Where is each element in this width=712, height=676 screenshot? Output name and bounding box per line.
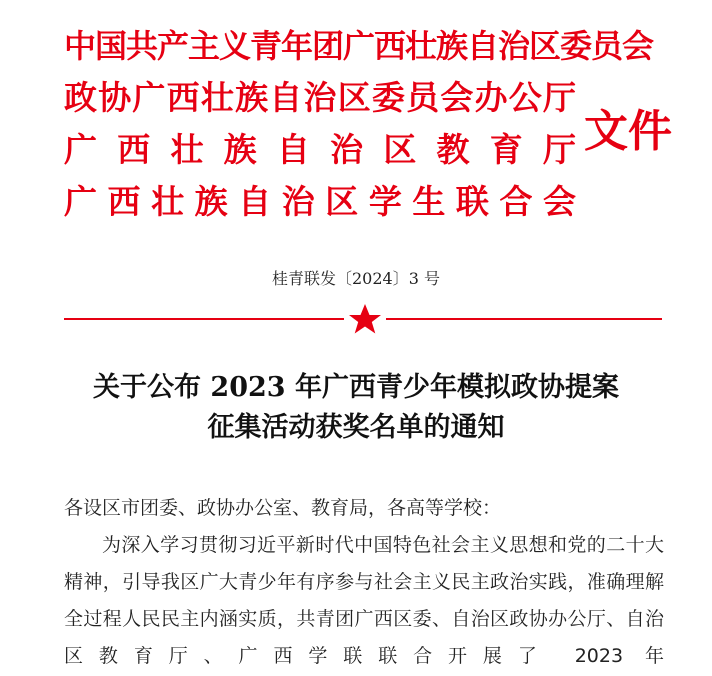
- red-rule-left: [64, 318, 344, 320]
- document-number: 桂青联发〔2024〕3 号: [272, 269, 440, 288]
- issuer-line-2: 政协广西壮族自治区委员会办公厅: [64, 78, 576, 117]
- issuer-line-3: 广西壮族自治区教育厅: [64, 130, 576, 169]
- title-line-1: 关于公布 2023 年广西青少年模拟政协提案: [93, 372, 619, 403]
- red-rule-right: [386, 318, 662, 320]
- salutation: 各设区市团委、政协办公室、教育局，各高等学校：: [64, 497, 502, 519]
- issuer-line-1: 中国共产主义青年团广西壮族自治区委员会: [64, 27, 654, 65]
- title-line-2: 征集活动获奖名单的通知: [207, 412, 505, 443]
- body-paragraph: 为深入学习贯彻习近平新时代中国特色社会主义思想和党的二十大精神，引导我区广大青少年有序参与社会主义民主政治实践，准确理解全过程人民民主内涵实质，共青团广西区委、自治区政协办公厅、自治区教育厅、广西学联联合开展了 2023 年: [64, 534, 664, 667]
- issuer-line-4: 广西壮族自治区学生联合会: [64, 182, 576, 221]
- document-title: [0, 368, 712, 448]
- document-suffix: 文件: [584, 106, 672, 157]
- document-body: [64, 490, 664, 675]
- red-star-icon: [344, 302, 386, 336]
